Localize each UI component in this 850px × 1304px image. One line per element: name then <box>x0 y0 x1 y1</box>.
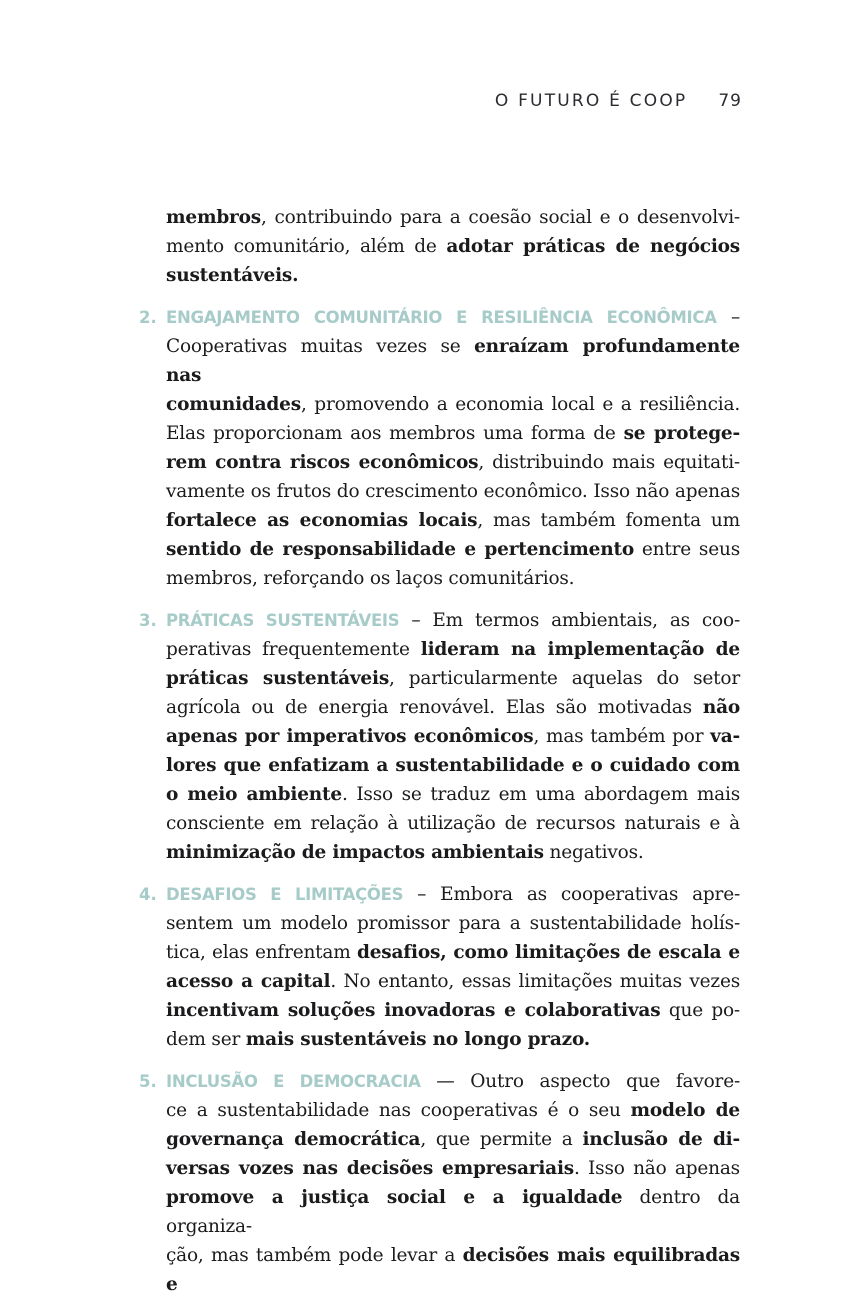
bold-text: não <box>702 697 740 718</box>
body-text: , mas também por <box>533 726 711 747</box>
bold-text: lideram na implementação de <box>420 639 740 660</box>
text-line <box>166 332 740 390</box>
body-text: que po- <box>660 1000 740 1021</box>
body-text: dentro da organiza- <box>166 1187 741 1237</box>
bold-text: incentivam soluções inovadoras e colaborativas <box>166 1000 661 1021</box>
bold-text: sustentáveis. <box>166 265 299 286</box>
body-text: . No entanto, essas limitações muitas vezes <box>330 971 740 992</box>
bold-text: mais sustentáveis no longo prazo. <box>245 1029 591 1050</box>
text-line <box>166 809 740 838</box>
text-line <box>166 203 740 232</box>
text-line <box>166 780 740 809</box>
body-text: – Embora as cooperativas apre- <box>403 884 740 905</box>
body-text: , que permite a <box>420 1129 583 1150</box>
body-text: Cooperativas muitas vezes se <box>166 336 475 357</box>
bold-text: inclusão de di- <box>582 1129 740 1150</box>
text-line <box>166 996 740 1025</box>
bold-text: minimização de impactos ambientais <box>166 842 544 863</box>
text-line <box>166 635 740 664</box>
text-line <box>166 693 740 722</box>
text-line <box>166 606 740 635</box>
body-text: Elas proporcionam aos membros uma forma de <box>166 423 624 444</box>
intro-paragraph <box>166 203 740 290</box>
text-line <box>166 838 740 867</box>
body-text: dem ser <box>166 1029 246 1050</box>
page-header <box>166 91 742 111</box>
list-item <box>139 880 740 1054</box>
bold-text: fortalece as economias locais <box>166 510 478 531</box>
list-item-heading: DESAFIOS E LIMITAÇÕES <box>166 885 404 904</box>
text-line <box>166 1125 740 1154</box>
body-text: , contribuindo para a coesão social e o desenvolvi- <box>260 207 740 228</box>
body-text: , promovendo a economia local e a resiliência. <box>300 394 740 415</box>
body-text: , distribuindo mais equitati- <box>478 452 740 473</box>
body-text: entre seus <box>634 539 740 560</box>
numbered-list <box>139 303 741 1299</box>
bold-text: lores que enfatizam a sustentabilidade e o cuidado com <box>166 755 740 776</box>
list-item-number: 5. <box>139 1072 157 1091</box>
bold-text: governança democrática <box>166 1129 421 1150</box>
text-line <box>166 751 740 780</box>
bold-text: apenas por imperativos econômicos <box>166 726 534 747</box>
bold-text: sentido de responsabilidade e pertencimento <box>166 539 634 560</box>
list-item <box>139 1067 741 1299</box>
body-text: vamente os frutos do crescimento econômico. Isso não apenas <box>166 481 740 502</box>
page-body <box>139 203 741 1299</box>
bold-text: enraízam profundamente nas <box>166 336 740 386</box>
body-text: consciente em relação à utilização de recursos naturais e à <box>166 813 740 834</box>
list-item-heading: INCLUSÃO E DEMOCRACIA <box>166 1072 421 1091</box>
bold-text: desafios, como limitações de escala e <box>356 942 740 963</box>
body-text: ce a sustentabilidade nas cooperativas é o seu <box>166 1100 631 1121</box>
body-text: sentem um modelo promissor para a sustentabilidade holís- <box>166 913 740 934</box>
bold-text: modelo de <box>630 1100 740 1121</box>
body-text: – <box>716 307 741 328</box>
page-number: 79 <box>718 91 742 111</box>
bold-text: acesso a capital <box>166 971 331 992</box>
body-text: ção, mas também pode levar a <box>166 1245 463 1266</box>
list-item <box>139 606 740 867</box>
body-text: perativas frequentemente <box>166 639 421 660</box>
body-text: — Outro aspecto que favore- <box>420 1071 740 1092</box>
bold-text: práticas sustentáveis <box>166 668 390 689</box>
text-line <box>166 1067 740 1096</box>
bold-text: decisões mais equilibradas e <box>166 1245 741 1295</box>
bold-text: promove a justiça social e a igualdade <box>166 1187 623 1208</box>
body-text: , particularmente aquelas do setor <box>389 668 740 689</box>
text-line <box>166 564 740 593</box>
list-item-number: 2. <box>139 308 157 327</box>
text-line <box>166 261 740 290</box>
list-item-number: 3. <box>139 611 157 630</box>
list-item-heading: PRÁTICAS SUSTENTÁVEIS <box>166 611 400 630</box>
body-text: – Em termos ambientais, as coo- <box>399 610 740 631</box>
bold-text: membros <box>166 207 261 228</box>
text-line <box>166 1025 740 1054</box>
running-title: O FUTURO É COOP <box>494 91 688 111</box>
body-text: . Isso não apenas <box>574 1158 740 1179</box>
text-line <box>166 909 740 938</box>
text-line <box>166 232 740 261</box>
body-text: . Isso se traduz em uma abordagem mais <box>341 784 740 805</box>
text-line <box>166 303 740 332</box>
body-text: mento comunitário, além de <box>166 236 447 257</box>
text-line <box>166 967 740 996</box>
text-line <box>166 1241 740 1299</box>
list-item <box>139 303 741 593</box>
bold-text: adotar práticas de negócios <box>446 236 741 257</box>
text-line <box>166 1183 740 1241</box>
text-line <box>166 664 740 693</box>
bold-text: comunidades <box>166 394 301 415</box>
bold-text: rem contra riscos econômicos <box>166 452 479 473</box>
body-text: membros, reforçando os laços comunitários. <box>166 568 575 589</box>
body-text: tica, elas enfrentam <box>166 942 357 963</box>
text-line <box>166 506 740 535</box>
text-line <box>166 1154 740 1183</box>
body-text: negativos. <box>543 842 644 863</box>
bold-text: o meio ambiente <box>166 784 342 805</box>
text-line <box>166 880 740 909</box>
text-line <box>166 477 740 506</box>
text-line <box>166 1096 740 1125</box>
text-line <box>166 419 740 448</box>
bold-text: va- <box>710 726 740 747</box>
text-line <box>166 535 740 564</box>
body-text: agrícola ou de energia renovável. Elas são motivadas <box>166 697 703 718</box>
text-line <box>166 390 740 419</box>
text-line <box>166 722 740 751</box>
list-item-number: 4. <box>139 885 157 904</box>
bold-text: se protege- <box>623 423 740 444</box>
bold-text: versas vozes nas decisões empresariais <box>166 1158 574 1179</box>
body-text: , mas também fomenta um <box>477 510 740 531</box>
text-line <box>166 448 740 477</box>
text-line <box>166 938 740 967</box>
list-item-heading: ENGAJAMENTO COMUNITÁRIO E RESILIÊNCIA ECONÔMICA <box>166 308 717 327</box>
